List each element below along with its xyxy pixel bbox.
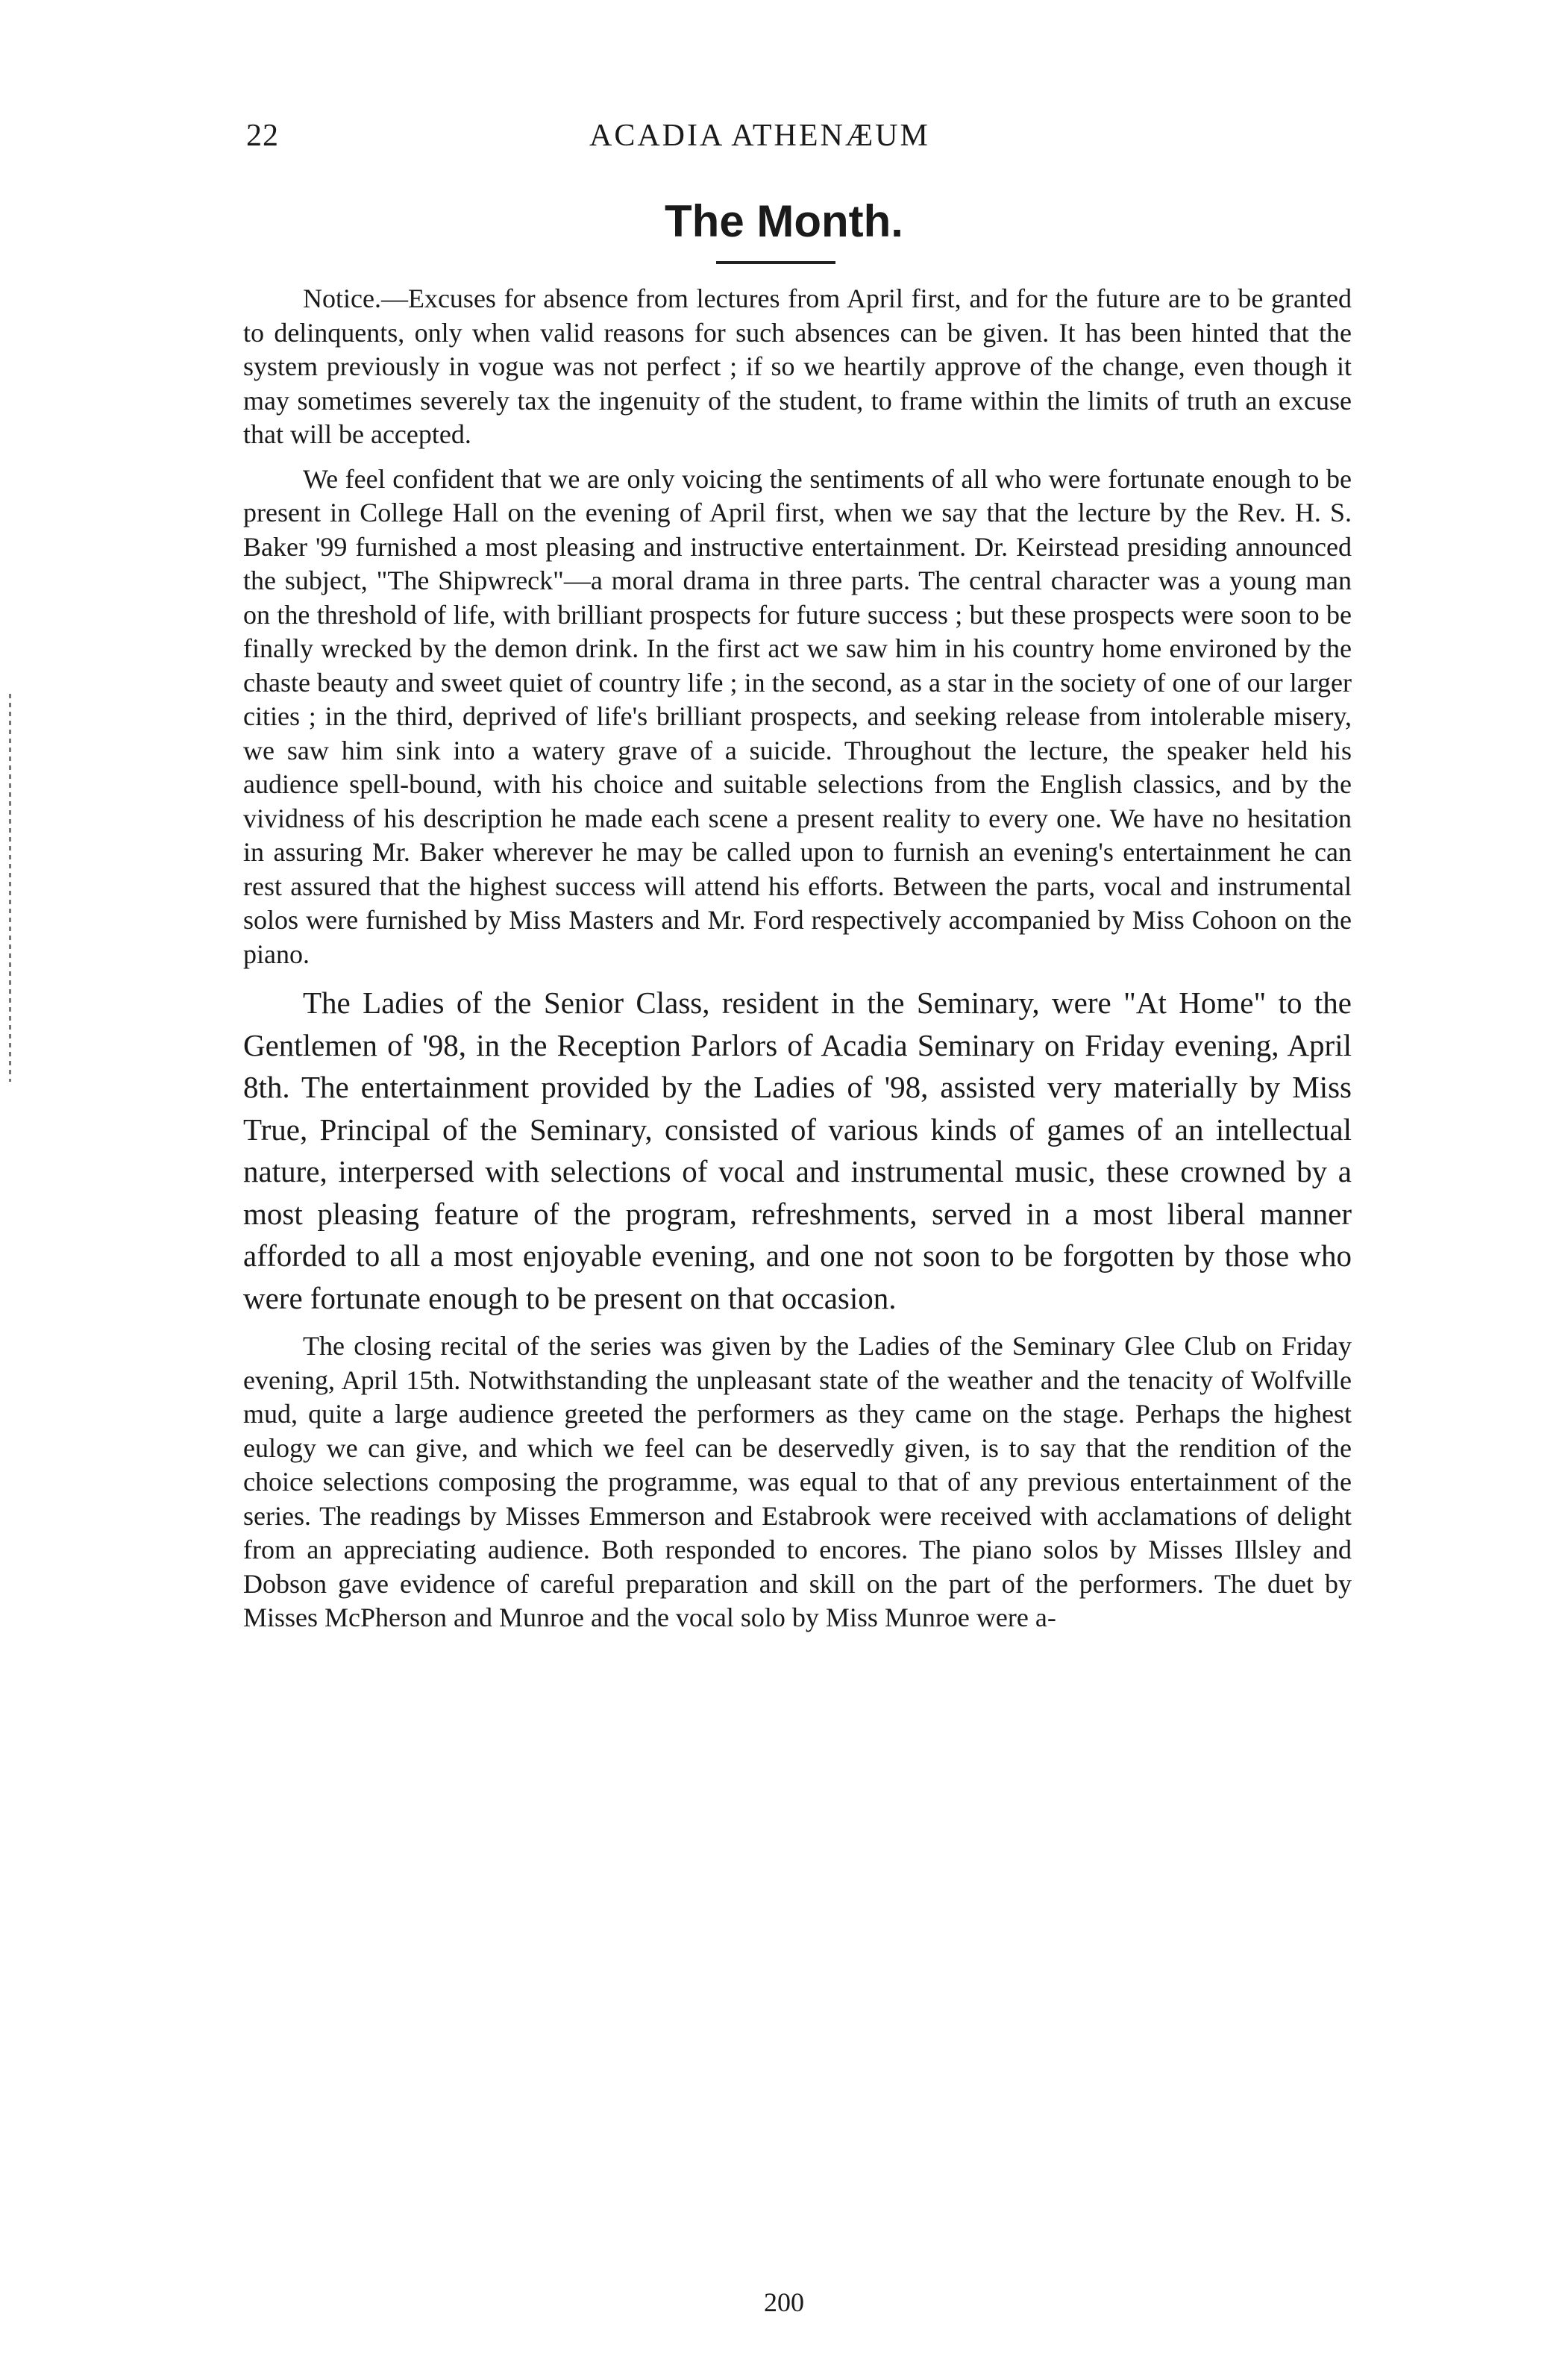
article-body: [243, 282, 1352, 1646]
folio-number: 200: [764, 2287, 804, 2317]
paragraph-notice: Notice.—Excuses for absence from lectures from April first, and for the future are to be granted to delinquents, only when valid reasons for such absences can be given. It has been hinted that the system previously in vogue was not perfect ; if so we heartily approve of the change, even though it may sometimes severely tax the ingenuity of the student, to frame within the limits of truth an excuse that will be accepted.: [243, 283, 1352, 449]
paragraph-recital: The closing recital of the series was given by the Ladies of the Seminary Glee Club on Friday evening, April 15th. Notwithstanding the unpleasant state of the weather and the tenacity of Wolfville mud, quite a large audience greeted the performers as they came on the stage. Perhaps the highest eulogy we can give, and which we feel can be deservedly given, is to say that the rendition of the choice selections composing the programme, was equal to that of any previous entertainment of the series. The readings by Misses Emmerson and Estabrook were received with acclamations of delight from an appreciating audience. Both responded to encores. The piano solos by Misses Illsley and Dobson gave evidence of careful preparation and skill on the part of the performers. The duet by Misses McPherson and Munroe and the vocal solo by Miss Munroe were a-: [243, 1331, 1352, 1632]
margin-scan-mark: [9, 694, 11, 1082]
title-rule: [716, 261, 835, 264]
section-title: The Month.: [665, 196, 903, 246]
journal-title: ACADIA ATHENÆUM: [589, 119, 930, 153]
page-number: 22: [246, 119, 279, 153]
paragraph-lecture: We feel confident that we are only voicing the sentiments of all who were fortunate enough to be present in College Hall on the evening of April first, when we say that the lecture by the Rev. H. S. Baker '99 furnished a most pleasing and instructive entertainment. Dr. Keirstead presiding announced the subject, "The Shipwreck"—a moral drama in three parts. The central character was a young man on the threshold of life, with brilliant prospects for future success ; but these prospects were soon to be finally wrecked by the demon drink. In the first act we saw him in his country home environed by the chaste beauty and sweet quiet of country life ; in the second, as a star in the society of one of our larger cities ; in the third, deprived of life's brilliant prospects, and seeking release from intolerable misery, we saw him sink into a watery grave of a suicide. Throughout the lecture, the speaker held his audience spell-bound, with his choice and suitable selections from the English classics, and by the vividness of his description he made each scene a present reality to every one. We have no hesitation in assuring Mr. Baker wherever he may be called upon to furnish an evening's entertainment he can rest assured that the highest success will attend his efforts. Between the parts, vocal and instrumental solos were furnished by Miss Masters and Mr. Ford respectively accompanied by Miss Cohoon on the piano.: [243, 463, 1352, 969]
paragraph-at-home: The Ladies of the Senior Class, resident in the Seminary, were "At Home" to the Gentlemen of '98, in the Reception Parlors of Acadia Seminary on Friday evening, April 8th. The entertainment provided by the Ladies of '98, assisted very materially by Miss True, Principal of the Seminary, consisted of various kinds of games of an intellectual nature, interpersed with selections of vocal and instrumental music, these crowned by a most pleasing feature of the program, refreshments, served in a most liberal manner afforded to all a most enjoyable evening, and one not soon to be forgotten by those who were fortunate enough to be present on that occasion.: [243, 986, 1352, 1315]
